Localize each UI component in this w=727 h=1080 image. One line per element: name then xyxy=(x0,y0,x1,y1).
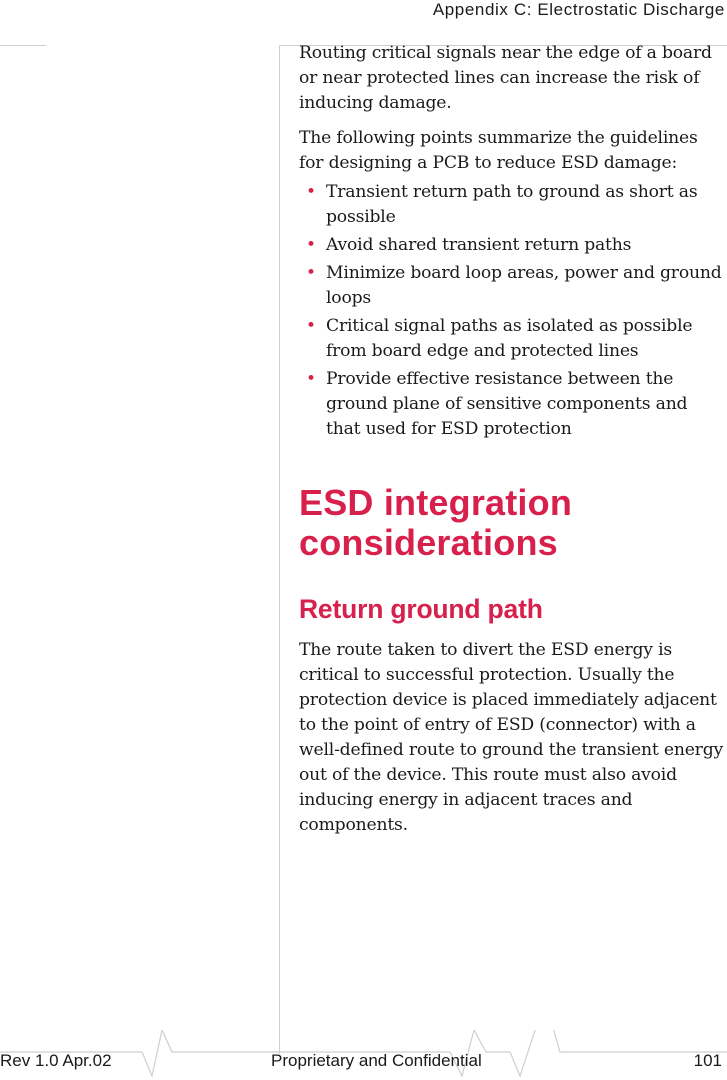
list-item xyxy=(299,367,723,442)
page-content xyxy=(299,41,723,848)
summary-paragraph: The following points summarize the guidelines for designing a PCB to reduce ESD damage: xyxy=(299,128,698,173)
running-header: Appendix C: Electrostatic Discharge xyxy=(432,0,725,19)
list-item xyxy=(299,233,723,258)
intro-paragraph: Routing critical signals near the edge of a board or near protected lines can increase the risk of inducing damage. xyxy=(299,43,712,113)
margin-divider xyxy=(279,46,280,1054)
footer-revision: Rev 1.0 Apr.02 xyxy=(0,1051,112,1070)
list-item xyxy=(299,180,723,230)
bullet-icon: • xyxy=(306,182,316,202)
list-item-text: Avoid shared transient return paths xyxy=(326,235,632,255)
list-item-text: Critical signal paths as isolated as possible from board edge and protected lines xyxy=(326,316,693,361)
bullet-icon: • xyxy=(306,369,316,389)
list-item xyxy=(299,261,723,311)
bullet-icon: • xyxy=(306,263,316,283)
list-item-text: Provide effective resistance between the ground plane of sensitive components and that used for ESD protection xyxy=(326,369,688,439)
footer-page-number: 101 xyxy=(693,1051,722,1070)
subsection-heading: Return ground path xyxy=(299,594,543,624)
list-item-text: Minimize board loop areas, power and ground loops xyxy=(326,263,722,308)
list-item-text: Transient return path to ground as short as possible xyxy=(326,182,698,227)
subsection-paragraph: The route taken to divert the ESD energy is critical to successful protection. Usually the protection device is placed immediately adjacent to the point of entry of ESD (connector) with a well-defined route to ground the transient energy out of the device. This route must also avoid inducing energy in adjacent traces and components. xyxy=(299,640,724,835)
bullet-icon: • xyxy=(306,316,316,336)
header-rule-left xyxy=(0,45,46,46)
bullet-icon: • xyxy=(306,235,316,255)
guideline-list xyxy=(299,180,723,442)
footer-confidentiality: Proprietary and Confidential xyxy=(271,1051,482,1070)
list-item xyxy=(299,314,723,364)
section-heading: ESD integration considerations xyxy=(299,482,573,563)
